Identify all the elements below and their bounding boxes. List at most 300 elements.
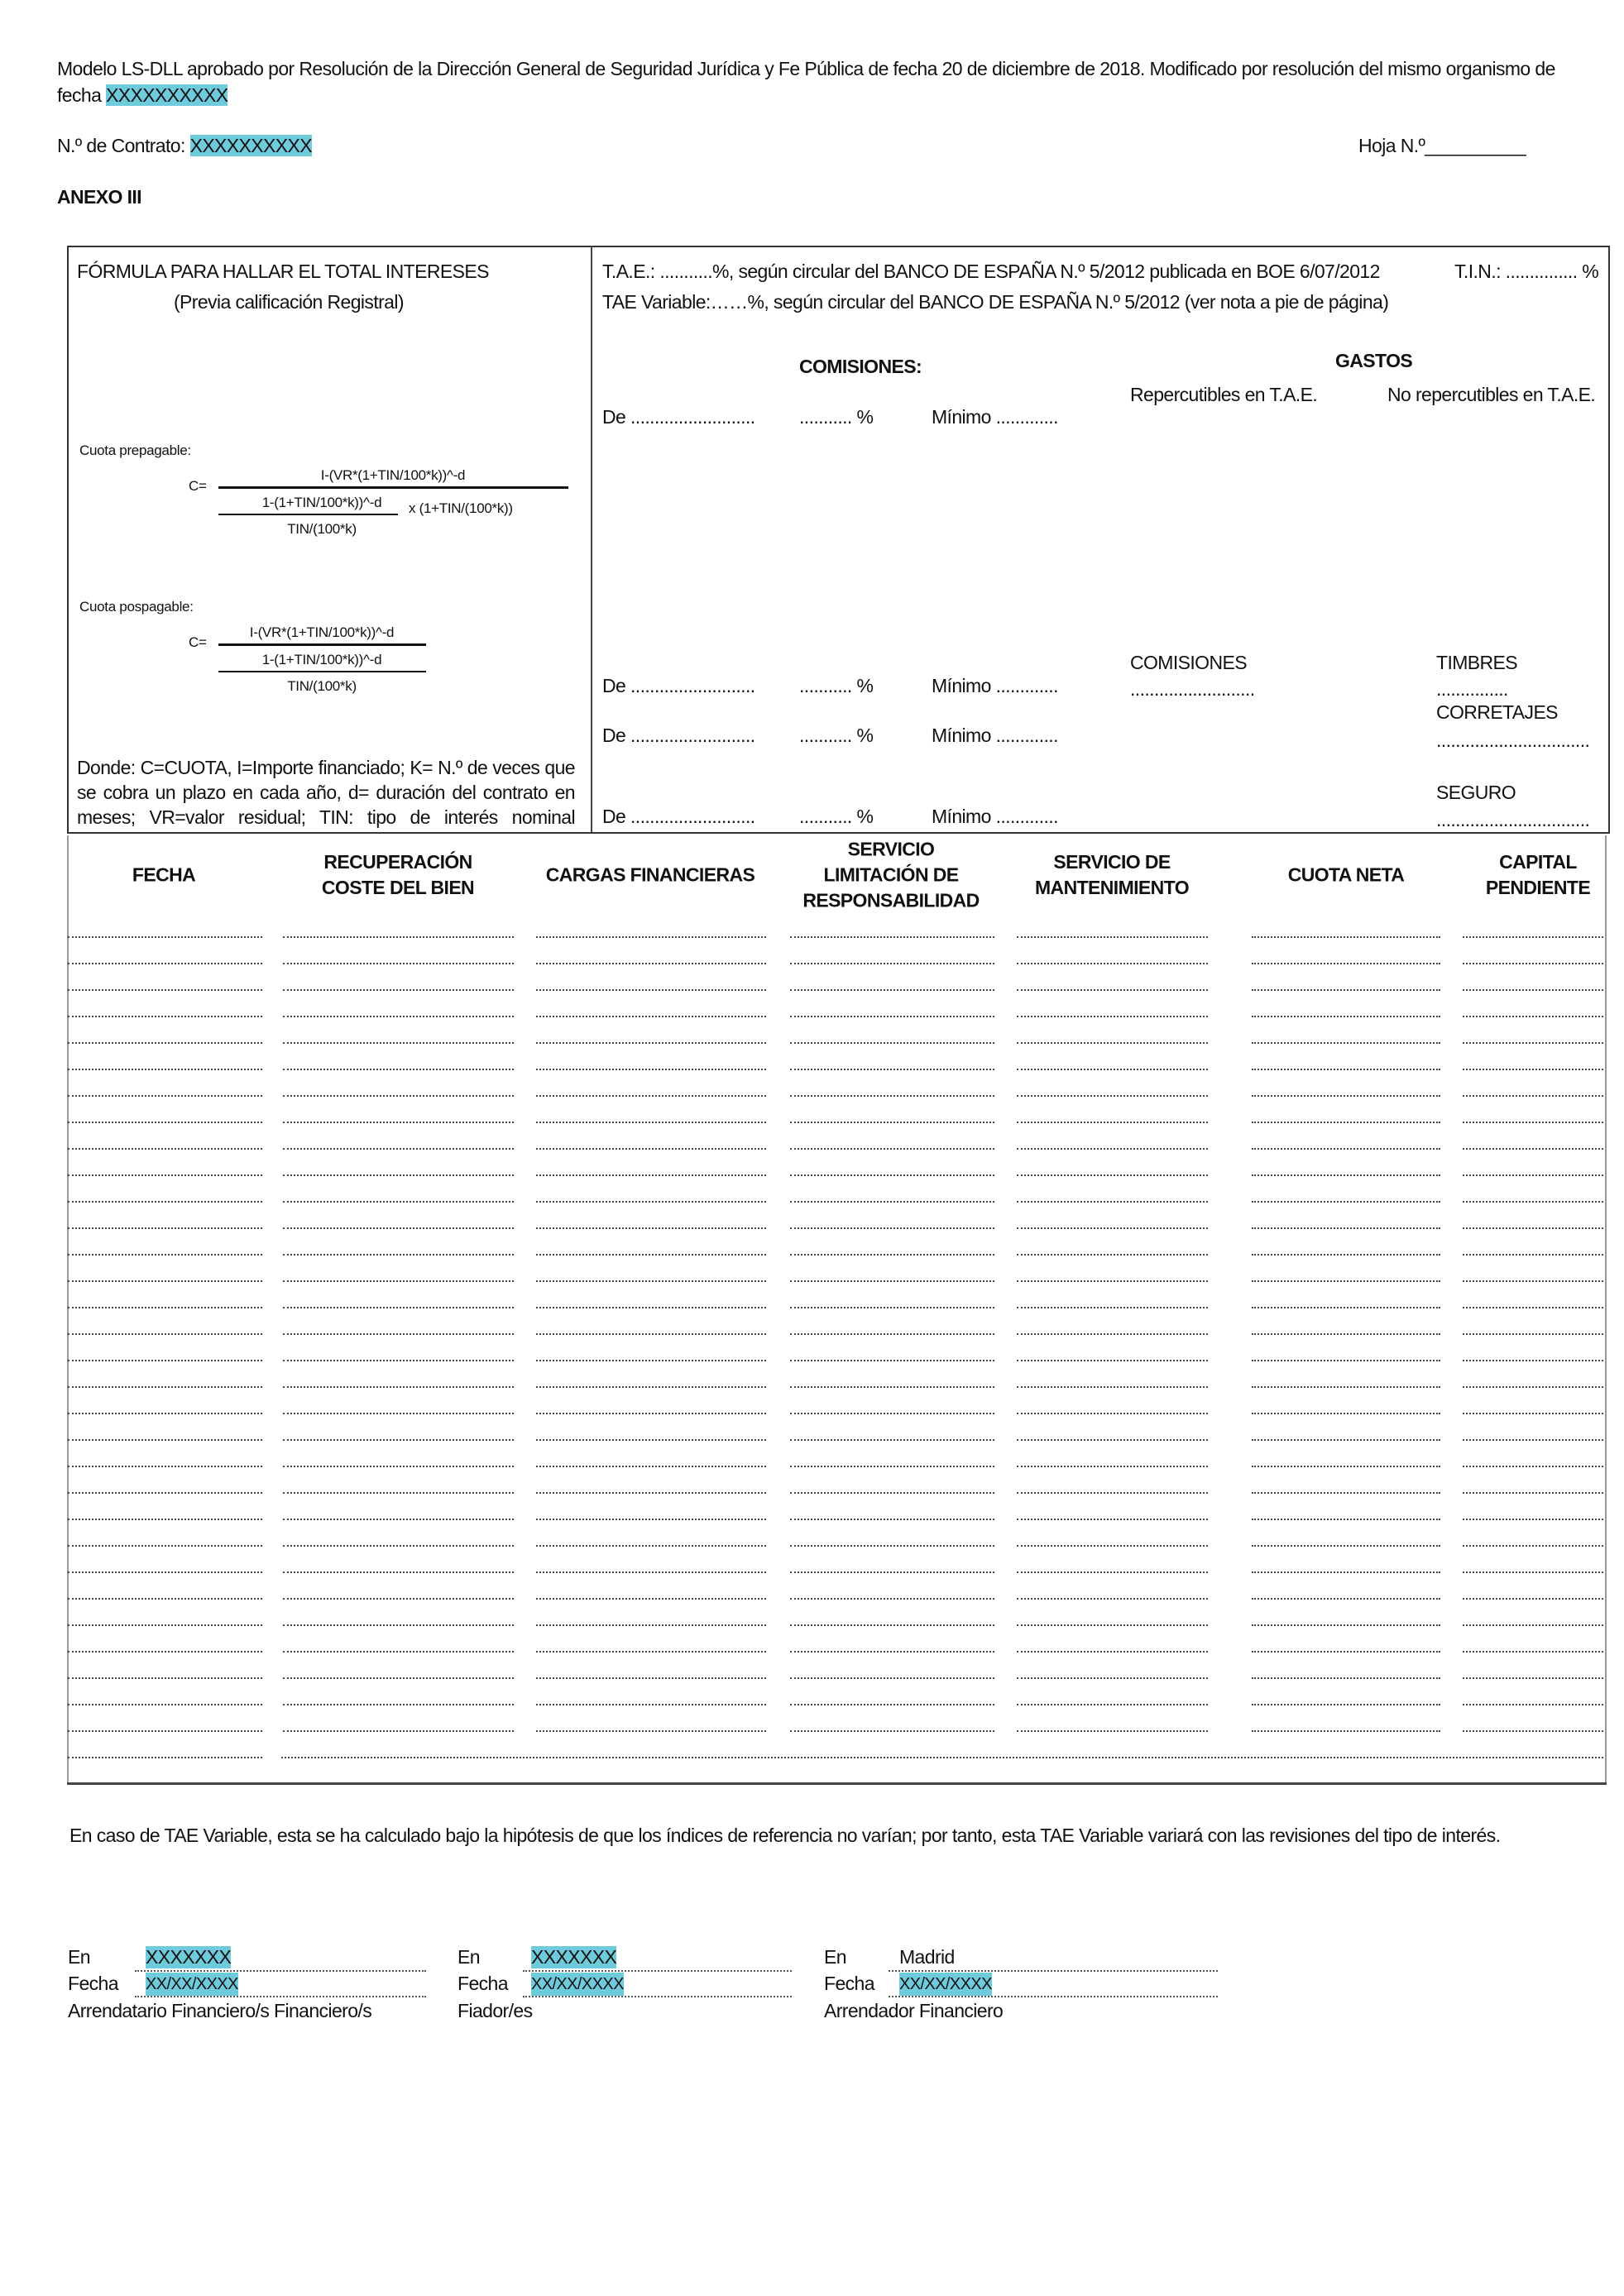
table-cell-field[interactable] [1252,1280,1440,1282]
column-header: CUOTA NETA [1287,863,1405,886]
table-cell-field[interactable] [68,1122,262,1123]
table-cell-field[interactable] [1017,1677,1208,1679]
contract-number [57,135,312,157]
signature-fecha-value[interactable]: XX/XX/XXXX [899,1973,992,1996]
table-cell-field[interactable] [1252,1704,1440,1705]
table-cell-field[interactable] [1463,1519,1603,1520]
table-cell-field[interactable] [790,1571,994,1573]
table-cell-field[interactable] [536,1704,766,1705]
table-cell-field[interactable] [1463,1042,1603,1044]
table-cell-field[interactable] [283,1598,514,1600]
prepagable-label: Cuota prepagable: [79,442,191,458]
table-cell-field[interactable] [790,1122,994,1123]
table-cell-field[interactable] [68,1360,262,1361]
gastos-corretajes-field[interactable]: ................................ [1436,729,1590,751]
table-cell-field[interactable] [790,1624,994,1626]
table-cell-field[interactable] [68,1069,262,1070]
table-cell-field[interactable] [283,1519,514,1520]
table-cell-field[interactable] [536,1016,766,1017]
table-cell-field[interactable] [1252,1095,1440,1097]
signature-en-line [135,1970,426,1972]
comision-pct[interactable]: ........... % [799,806,874,827]
table-cell-field[interactable] [536,1413,766,1414]
pospagable-label: Cuota pospagable: [79,599,194,615]
table-cell-field[interactable] [536,1174,766,1176]
table-cell-field[interactable] [536,1545,766,1547]
table-cell-field[interactable] [1463,1598,1603,1600]
table-cell-field[interactable] [1252,1571,1440,1573]
table-cell-field[interactable] [1463,1651,1603,1653]
table-cell-field[interactable] [536,1069,766,1070]
table-cell-field[interactable] [536,1227,766,1229]
table-cell-field[interactable] [1252,1122,1440,1123]
table-cell-field[interactable] [1463,1069,1603,1070]
column-header: CARGAS FINANCIERAS [545,863,755,886]
table-cell-field[interactable] [790,963,994,964]
table-cell-field[interactable] [68,1651,262,1653]
gastos-seguro: SEGURO [1436,782,1516,803]
table-cell-field[interactable] [1252,1466,1440,1467]
table-cell-field[interactable] [1252,1545,1440,1547]
column-header: CAPITAL PENDIENTE [1485,851,1591,898]
comision-de[interactable]: De .......................... [602,675,755,696]
table-cell-field[interactable] [790,1227,994,1229]
table-cell-field[interactable] [1017,1095,1208,1097]
table-cell-field[interactable] [536,1201,766,1203]
table-cell-field[interactable] [536,1254,766,1256]
signature-fecha-line [523,1996,792,1997]
table-cell-field[interactable] [790,1492,994,1494]
contract-label: N.º de Contrato: [57,135,185,156]
table-cell-field[interactable] [283,1042,514,1044]
table-cell-field[interactable] [283,989,514,991]
table-cell-field[interactable] [283,1677,514,1679]
table-cell-field[interactable] [536,1519,766,1520]
table-cell-field[interactable] [1463,1466,1603,1467]
table-cell-field[interactable] [1252,1624,1440,1626]
table-cell-field[interactable] [1017,1227,1208,1229]
table-cell-field[interactable] [1017,1333,1208,1335]
table-cell-field[interactable] [1463,1704,1603,1705]
table-cell-field[interactable] [1017,1201,1208,1203]
comision-pct[interactable]: ........... % [799,675,874,696]
table-bottom-border [67,1782,1607,1785]
table-cell-field[interactable] [1252,1439,1440,1441]
pospagable-sub-numerator: 1-(1+TIN/100*k))^-d [261,652,382,667]
table-cell-field[interactable] [1463,1254,1603,1256]
table-cell-field[interactable] [1017,1069,1208,1070]
table-cell-field[interactable] [1463,1545,1603,1547]
table-cell-field[interactable] [1017,1280,1208,1282]
table-cell-field[interactable] [283,1624,514,1626]
table-cell-field[interactable] [283,1201,514,1203]
table-cell-field[interactable] [1017,936,1208,938]
table-cell-field[interactable] [281,1757,1603,1758]
table-cell-field[interactable] [68,1571,262,1573]
gastos-no-repercutibles: No repercutibles en T.A.E. [1387,384,1596,405]
table-cell-field[interactable] [283,1174,514,1176]
table-cell-field[interactable] [790,1016,994,1017]
table-cell-field[interactable] [1463,1307,1603,1308]
table-cell-field[interactable] [536,1307,766,1308]
prepagable-sub-bar [218,514,398,515]
table-cell-field[interactable] [790,989,994,991]
prepagable-multiplier: x (1+TIN/(100*k)) [409,500,513,516]
table-cell-field[interactable] [1252,1519,1440,1520]
table-cell-field[interactable] [1463,1624,1603,1626]
signature-fecha-line [889,1996,1218,1997]
table-cell-field[interactable] [68,1519,262,1520]
table-cell-field[interactable] [283,1492,514,1494]
table-cell-field[interactable] [1252,1677,1440,1679]
table-cell-field[interactable] [1017,1598,1208,1600]
table-cell-field[interactable] [1463,1174,1603,1176]
table-cell-field[interactable] [1017,1307,1208,1308]
table-cell-field[interactable] [790,1439,994,1441]
table-cell-field[interactable] [790,1386,994,1388]
table-cell-field[interactable] [283,1360,514,1361]
signature-fecha-line [135,1996,426,1997]
signature-en-label: En [68,1946,90,1968]
table-cell-field[interactable] [1017,1016,1208,1017]
table-cell-field[interactable] [1017,1704,1208,1705]
table-cell-field[interactable] [1463,1571,1603,1573]
table-cell-field[interactable] [68,1227,262,1229]
table-cell-field[interactable] [536,1730,766,1732]
table-cell-field[interactable] [790,1069,994,1070]
table-cell-field[interactable] [536,1122,766,1123]
table-cell-field[interactable] [790,936,994,938]
table-cell-field[interactable] [1017,1174,1208,1176]
table-cell-field[interactable] [790,1042,994,1044]
table-cell-field[interactable] [68,1280,262,1282]
table-cell-field[interactable] [68,1704,262,1705]
comision-pct[interactable]: ........... % [799,406,874,428]
column-header: FECHA [132,863,196,886]
tae-variable-line: TAE Variable:……%, según circular del BANCO DE ESPAÑA N.º 5/2012 (ver nota a pie de página) [602,291,1389,313]
table-cell-field[interactable] [1017,1466,1208,1467]
table-cell-field[interactable] [536,1042,766,1044]
table-cell-field[interactable] [1463,1439,1603,1441]
formula-subtitle: (Previa calificación Registral) [174,291,404,313]
table-cell-field[interactable] [790,1413,994,1414]
prepagable-sub-numerator: 1-(1+TIN/100*k))^-d [261,495,382,510]
signature-role: Arrendatario Financiero/s Financiero/s [68,2000,372,2021]
table-cell-field[interactable] [1463,1333,1603,1335]
table-cell-field[interactable] [536,1651,766,1653]
signature-fecha-label: Fecha [68,1973,118,1994]
pospagable-c: C= [189,634,207,650]
table-cell-field[interactable] [1463,1122,1603,1123]
table-cell-field[interactable] [790,1148,994,1150]
table-cell-field[interactable] [283,1254,514,1256]
table-cell-field[interactable] [536,1677,766,1679]
table-cell-field[interactable] [1017,989,1208,991]
table-cell-field[interactable] [1252,1651,1440,1653]
table-cell-field[interactable] [536,1095,766,1097]
table-cell-field[interactable] [1463,1227,1603,1229]
table-cell-field[interactable] [536,1598,766,1600]
table-cell-field[interactable] [1017,1386,1208,1388]
table-cell-field[interactable] [1463,1280,1603,1282]
table-cell-field[interactable] [790,1651,994,1653]
pospagable-sub-denominator: TIN/(100*k) [287,678,357,694]
table-cell-field[interactable] [1252,1413,1440,1414]
table-cell-field[interactable] [1017,1439,1208,1441]
table-cell-field[interactable] [790,1280,994,1282]
table-cell-field[interactable] [1463,1677,1603,1679]
table-cell-field[interactable] [68,1439,262,1441]
table-cell-field[interactable] [1463,1730,1603,1732]
table-cell-field[interactable] [536,1571,766,1573]
table-cell-field[interactable] [283,1148,514,1150]
gastos-seguro-field[interactable]: ................................ [1436,809,1590,830]
table-cell-field[interactable] [536,1333,766,1335]
table-cell-field[interactable] [1252,1042,1440,1044]
table-cell-field[interactable] [283,1413,514,1414]
column-header: SERVICIO DE MANTENIMIENTO [1035,851,1189,898]
table-cell-field[interactable] [1252,1148,1440,1150]
table-cell-field[interactable] [1252,1360,1440,1361]
signature-fecha-value[interactable]: XX/XX/XXXX [531,1973,624,1996]
signature-en-value[interactable]: XXXXXXX [531,1946,617,1968]
table-cell-field[interactable] [283,1439,514,1441]
table-cell-field[interactable] [1463,1016,1603,1017]
table-cell-field[interactable] [790,1174,994,1176]
annex-title: ANEXO III [57,186,141,208]
table-cell-field[interactable] [1017,1519,1208,1520]
formula-legend: Donde: C=CUOTA, I=Importe financiado; K= N.º de veces que se cobra un plazo en cada año, d= duración del contrato en meses; VR=valor residual; TIN: tipo de interés nominal [77,757,575,828]
gastos-corretajes: CORRETAJES [1436,701,1558,723]
table-cell-field[interactable] [68,1174,262,1176]
model-date-label: fecha [57,84,102,106]
signature-role: Arrendador Financiero [824,2000,1004,2021]
table-cell-field[interactable] [1252,1201,1440,1203]
table-cell-field[interactable] [1017,1624,1208,1626]
table-cell-field[interactable] [68,1466,262,1467]
table-cell-field[interactable] [790,1730,994,1732]
signature-en-line [889,1970,1218,1972]
table-cell-field[interactable] [283,1545,514,1547]
table-cell-field[interactable] [1017,1651,1208,1653]
table-cell-field[interactable] [283,1016,514,1017]
table-cell-field[interactable] [790,1519,994,1520]
table-cell-field[interactable] [283,1651,514,1653]
table-cell-field[interactable] [536,936,766,938]
signature-en-line [523,1970,792,1972]
table-cell-field[interactable] [68,1730,262,1732]
tae-line: T.A.E.: ...........%, según circular del BANCO DE ESPAÑA N.º 5/2012 publicada en BOE 6/07/2012 [602,261,1380,282]
table-cell-field[interactable] [790,1598,994,1600]
table-cell-field[interactable] [68,1677,262,1679]
table-right-border [1605,835,1607,1784]
table-cell-field[interactable] [536,1624,766,1626]
signature-en-value[interactable]: XXXXXXX [146,1946,232,1968]
table-cell-field[interactable] [283,1307,514,1308]
pospagable-numerator: I-(VR*(1+TIN/100*k))^-d [249,624,395,640]
table-cell-field[interactable] [1252,1254,1440,1256]
table-cell-field[interactable] [1017,1042,1208,1044]
signature-en-value[interactable]: Madrid [899,1946,955,1968]
table-cell-field[interactable] [68,989,262,991]
prepagable-fraction-bar [218,486,568,489]
signature-fecha-label: Fecha [457,1973,508,1994]
table-cell-field[interactable] [68,1016,262,1017]
comision-minimo[interactable]: Mínimo ............. [932,806,1058,827]
table-cell-field[interactable] [1252,1069,1440,1070]
table-cell-field[interactable] [68,1201,262,1203]
table-cell-field[interactable] [283,1069,514,1070]
comision-minimo[interactable]: Mínimo ............. [932,725,1058,746]
table-cell-field[interactable] [1463,963,1603,964]
table-cell-field[interactable] [1463,1360,1603,1361]
model-text: Modelo LS-DLL aprobado por Resolución de la Dirección General de Seguridad Jurídica y Fe Pública de fecha 20 de diciembre de 2018. Modificado por resolución del mismo organismo de [57,58,1555,79]
table-cell-field[interactable] [1017,1545,1208,1547]
signature-fecha-value[interactable]: XX/XX/XXXX [146,1973,238,1996]
table-cell-field[interactable] [283,1386,514,1388]
table-cell-field[interactable] [1017,1571,1208,1573]
comision-de[interactable]: De .......................... [602,725,755,746]
table-cell-field[interactable] [536,963,766,964]
table-cell-field[interactable] [68,1095,262,1097]
table-cell-field[interactable] [68,1757,262,1758]
table-cell-field[interactable] [68,963,262,964]
model-date-value[interactable]: XXXXXXXXXX [106,84,228,106]
gastos-title: GASTOS [1335,350,1413,371]
table-cell-field[interactable] [790,1333,994,1335]
gastos-comisiones: COMISIONES [1130,652,1247,673]
comision-de[interactable]: De .......................... [602,406,755,428]
table-cell-field[interactable] [790,1254,994,1256]
table-cell-field[interactable] [283,1095,514,1097]
tin-line: T.I.N.: ............... % [1454,261,1599,282]
prepagable-c: C= [189,478,207,494]
table-cell-field[interactable] [68,1307,262,1308]
table-cell-field[interactable] [283,1280,514,1282]
table-cell-field[interactable] [1252,1307,1440,1308]
formula-title: FÓRMULA PARA HALLAR EL TOTAL INTERESES [77,261,489,282]
table-cell-field[interactable] [1017,1254,1208,1256]
table-cell-field[interactable] [1017,1360,1208,1361]
table-cell-field[interactable] [1252,963,1440,964]
table-cell-field[interactable] [790,1201,994,1203]
sheet-number[interactable]: Hoja N.º__________ [1358,135,1526,156]
model-date [57,84,228,107]
table-cell-field[interactable] [283,1571,514,1573]
table-cell-field[interactable] [536,1280,766,1282]
table-cell-field[interactable] [536,1466,766,1467]
table-cell-field[interactable] [1017,1730,1208,1732]
contract-value[interactable]: XXXXXXXXXX [189,135,312,156]
table-cell-field[interactable] [1252,989,1440,991]
table-cell-field[interactable] [68,1492,262,1494]
table-cell-field[interactable] [790,1466,994,1467]
footnote: En caso de TAE Variable, esta se ha calculado bajo la hipótesis de que los índices de referencia no varían; por tanto, esta TAE Variable variará con las revisiones del tipo de interés. [69,1825,1501,1846]
pospagable-fraction-bar [218,643,426,646]
table-cell-field[interactable] [283,1730,514,1732]
table-cell-field[interactable] [283,1122,514,1123]
table-cell-field[interactable] [1463,1386,1603,1388]
table-cell-field[interactable] [1252,1227,1440,1229]
table-cell-field[interactable] [790,1360,994,1361]
table-cell-field[interactable] [68,1624,262,1626]
signature-en-label: En [824,1946,846,1968]
table-cell-field[interactable] [68,1386,262,1388]
table-cell-field[interactable] [1017,963,1208,964]
column-header: SERVICIO LIMITACIÓN DE RESPONSABILIDAD [802,838,980,911]
table-cell-field[interactable] [790,1704,994,1705]
table-cell-field[interactable] [790,1677,994,1679]
table-cell-field[interactable] [283,1227,514,1229]
gastos-timbres: TIMBRES [1436,652,1518,673]
table-cell-field[interactable] [536,1148,766,1150]
pospagable-sub-bar [218,671,426,672]
table-cell-field[interactable] [536,1439,766,1441]
prepagable-numerator: I-(VR*(1+TIN/100*k))^-d [320,467,466,483]
table-cell-field[interactable] [536,1386,766,1388]
table-cell-field[interactable] [68,1254,262,1256]
table-cell-field[interactable] [1463,1492,1603,1494]
comision-de[interactable]: De .......................... [602,806,755,827]
prepagable-sub-denominator: TIN/(100*k) [287,521,357,537]
table-cell-field[interactable] [1017,1148,1208,1150]
table-cell-field[interactable] [1463,989,1603,991]
table-cell-field[interactable] [68,1042,262,1044]
table-cell-field[interactable] [536,989,766,991]
comision-minimo[interactable]: Mínimo ............. [932,406,1058,428]
table-cell-field[interactable] [283,1704,514,1705]
table-cell-field[interactable] [1463,1148,1603,1150]
table-cell-field[interactable] [68,1148,262,1150]
table-cell-field[interactable] [1252,1333,1440,1335]
comision-pct[interactable]: ........... % [799,725,874,746]
table-cell-field[interactable] [68,936,262,938]
table-cell-field[interactable] [1463,936,1603,938]
table-cell-field[interactable] [283,1466,514,1467]
table-cell-field[interactable] [1252,1492,1440,1494]
table-cell-field[interactable] [790,1095,994,1097]
comisiones-title: COMISIONES: [799,356,922,377]
table-cell-field[interactable] [68,1413,262,1414]
table-cell-field[interactable] [1017,1122,1208,1123]
table-cell-field[interactable] [283,963,514,964]
table-cell-field[interactable] [1017,1492,1208,1494]
comision-minimo[interactable]: Mínimo ............. [932,675,1058,696]
table-cell-field[interactable] [1463,1413,1603,1414]
table-cell-field[interactable] [68,1598,262,1600]
table-cell-field[interactable] [536,1492,766,1494]
table-cell-field[interactable] [1252,1174,1440,1176]
table-cell-field[interactable] [283,1333,514,1335]
table-cell-field[interactable] [1463,1201,1603,1203]
gastos-comisiones-field[interactable]: .......................... [1130,678,1255,700]
table-cell-field[interactable] [1463,1095,1603,1097]
gastos-timbres-field[interactable]: ............... [1436,678,1508,700]
table-cell-field[interactable] [536,1360,766,1361]
table-cell-field[interactable] [790,1545,994,1547]
table-cell-field[interactable] [1252,1386,1440,1388]
table-left-border [67,835,69,1784]
table-cell-field[interactable] [1017,1413,1208,1414]
table-cell-field[interactable] [1252,1016,1440,1017]
table-cell-field[interactable] [790,1307,994,1308]
table-cell-field[interactable] [1252,1730,1440,1732]
table-cell-field[interactable] [68,1545,262,1547]
table-cell-field[interactable] [1252,936,1440,938]
table-cell-field[interactable] [283,936,514,938]
table-cell-field[interactable] [1252,1598,1440,1600]
table-cell-field[interactable] [68,1333,262,1335]
